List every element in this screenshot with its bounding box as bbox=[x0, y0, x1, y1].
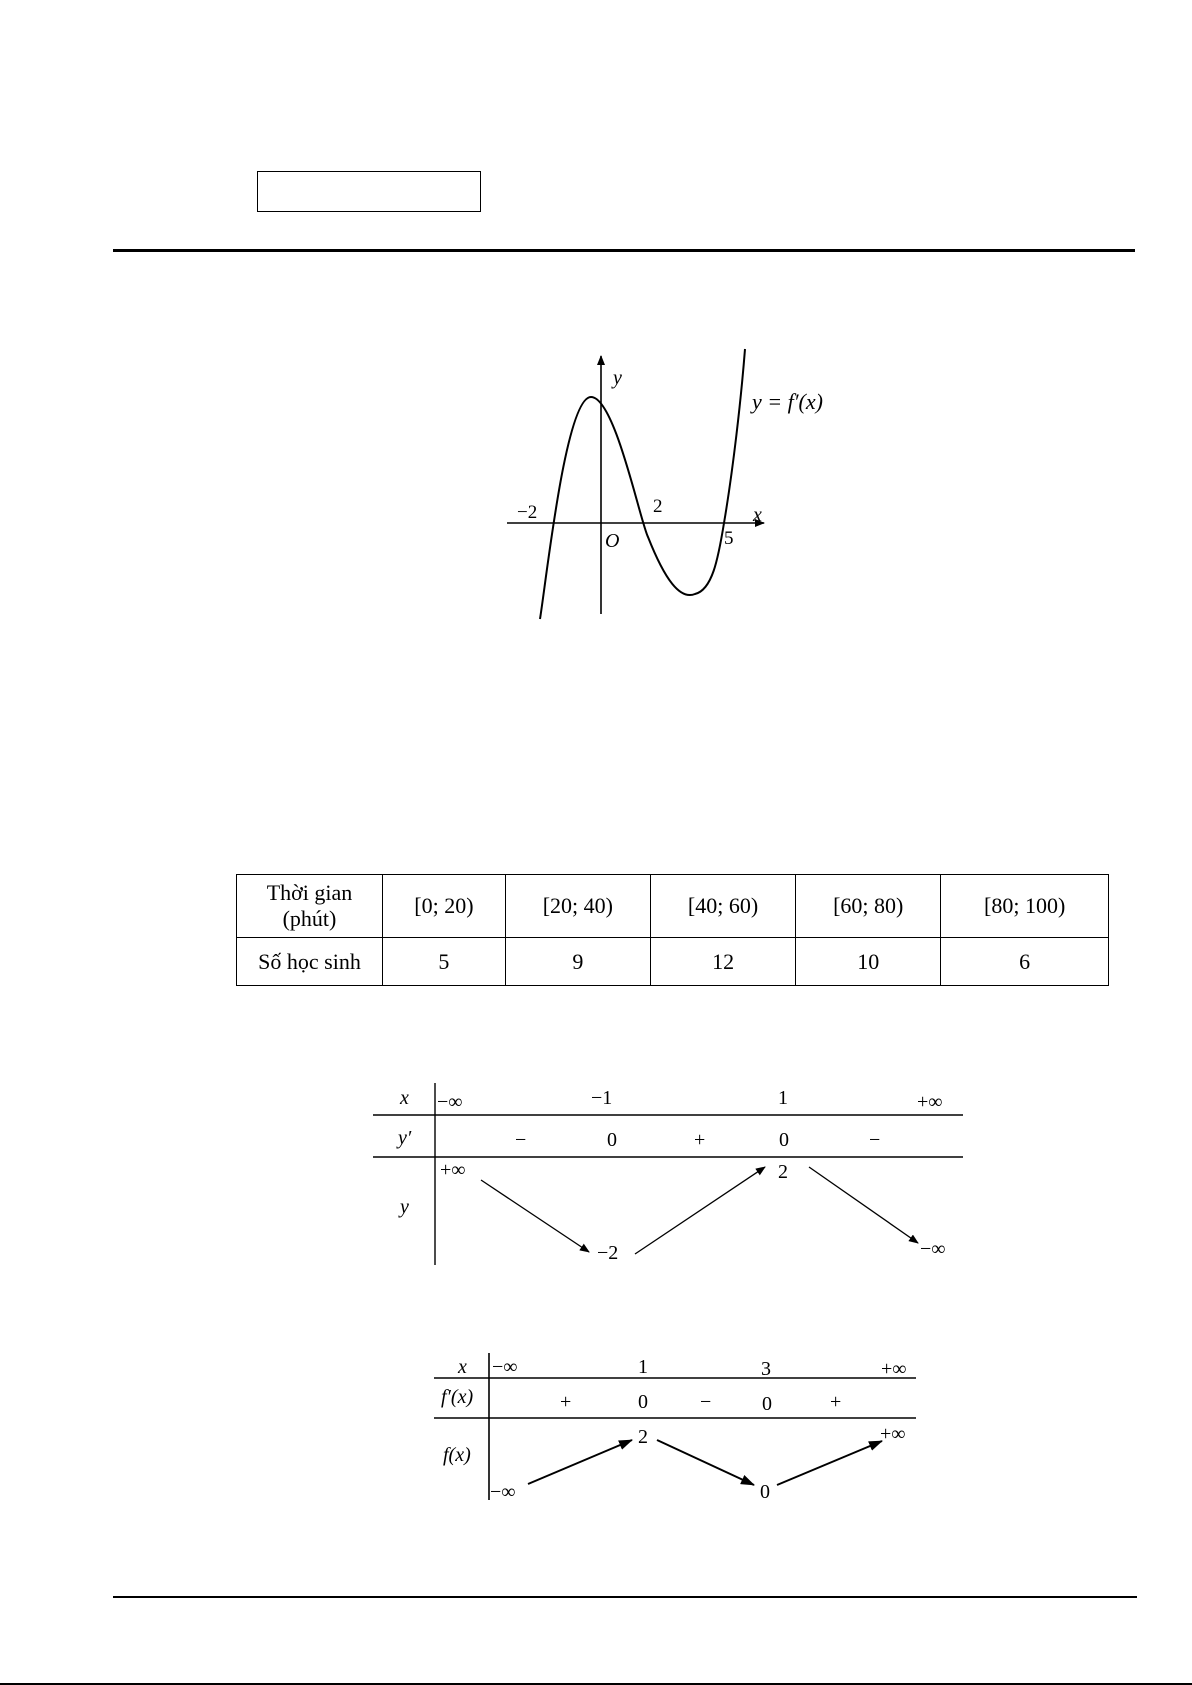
header-rule bbox=[113, 249, 1135, 252]
vt2-function-value: +∞ bbox=[880, 1423, 906, 1445]
vt1-x-value: −1 bbox=[591, 1087, 613, 1109]
origin-label: O bbox=[605, 530, 620, 552]
variation-table-2 bbox=[425, 1345, 925, 1505]
vt1-function-value: −2 bbox=[597, 1242, 619, 1264]
student-id-box bbox=[257, 171, 481, 212]
count-cell: 6 bbox=[941, 938, 1109, 986]
vt2-function-value: −∞ bbox=[490, 1481, 516, 1503]
count-cell: 10 bbox=[796, 938, 941, 986]
vt1-x-value: +∞ bbox=[917, 1091, 943, 1113]
vt1-arrow-down bbox=[481, 1180, 589, 1252]
interval-cell: [40; 60) bbox=[650, 875, 795, 938]
root-label-2: 2 bbox=[653, 496, 663, 517]
vt2-x-label: x bbox=[458, 1356, 467, 1378]
interval-cell: [80; 100) bbox=[941, 875, 1109, 938]
count-cell: 5 bbox=[383, 938, 506, 986]
vt2-arrow-down bbox=[657, 1440, 754, 1485]
vt2-x-value: 1 bbox=[638, 1356, 648, 1378]
vt1-x-label: x bbox=[400, 1087, 409, 1109]
vt2-x-value: +∞ bbox=[881, 1358, 907, 1380]
interval-cell: [20; 40) bbox=[505, 875, 650, 938]
vt1-arrow-up bbox=[635, 1167, 765, 1254]
vt2-sign: 0 bbox=[762, 1393, 772, 1415]
row-label-cell: Số học sinh bbox=[237, 938, 383, 986]
frequency-table bbox=[236, 874, 1109, 986]
vt2-sign: + bbox=[830, 1391, 842, 1413]
vt2-x-value: −∞ bbox=[492, 1356, 518, 1378]
interval-cell: [0; 20) bbox=[383, 875, 506, 938]
curve-f-prime bbox=[540, 349, 745, 619]
root-label-neg2: −2 bbox=[517, 502, 538, 523]
vt2-sign: + bbox=[560, 1391, 572, 1413]
vt1-sign: − bbox=[869, 1129, 881, 1151]
vt1-function-value: +∞ bbox=[440, 1159, 466, 1181]
variation-table-1 bbox=[365, 1075, 970, 1270]
vt1-sign: − bbox=[515, 1129, 527, 1151]
vt1-x-value: 1 bbox=[778, 1087, 788, 1109]
vt2-arrow-up bbox=[528, 1440, 632, 1484]
footer-rule bbox=[113, 1596, 1137, 1598]
count-cell: 9 bbox=[505, 938, 650, 986]
table-header-cell bbox=[237, 875, 383, 938]
vt2-function-label: f(x) bbox=[443, 1444, 471, 1466]
vt2-arrow-up bbox=[777, 1441, 882, 1485]
x-axis-label: x bbox=[753, 504, 762, 526]
interval-cell: [60; 80) bbox=[796, 875, 941, 938]
vt1-x-value: −∞ bbox=[437, 1091, 463, 1113]
y-axis-label: y bbox=[613, 367, 622, 389]
vt2-x-value: 3 bbox=[761, 1358, 771, 1380]
count-cell: 12 bbox=[650, 938, 795, 986]
vt2-derivative-label: f′(x) bbox=[441, 1386, 474, 1408]
vt1-sign: + bbox=[694, 1129, 706, 1151]
vt2-sign: − bbox=[700, 1391, 712, 1413]
vt1-arrow-down bbox=[809, 1167, 918, 1243]
vt1-function-value: 2 bbox=[778, 1161, 788, 1183]
vt1-sign: 0 bbox=[779, 1129, 789, 1151]
vt1-sign: 0 bbox=[607, 1129, 617, 1151]
root-label-5: 5 bbox=[724, 528, 734, 549]
derivative-graph bbox=[490, 340, 870, 630]
table-header-line1: Thời gian bbox=[266, 880, 353, 905]
vt2-function-value: 2 bbox=[638, 1426, 648, 1448]
vt1-function-label: y bbox=[400, 1196, 409, 1218]
vt1-derivative-label: y′ bbox=[398, 1127, 412, 1149]
vt2-function-value: 0 bbox=[760, 1481, 770, 1503]
vt1-function-value: −∞ bbox=[920, 1238, 946, 1260]
function-label: y = f′(x) bbox=[752, 389, 823, 414]
vt2-sign: 0 bbox=[638, 1391, 648, 1413]
table-header-line2: (phút) bbox=[282, 906, 337, 931]
